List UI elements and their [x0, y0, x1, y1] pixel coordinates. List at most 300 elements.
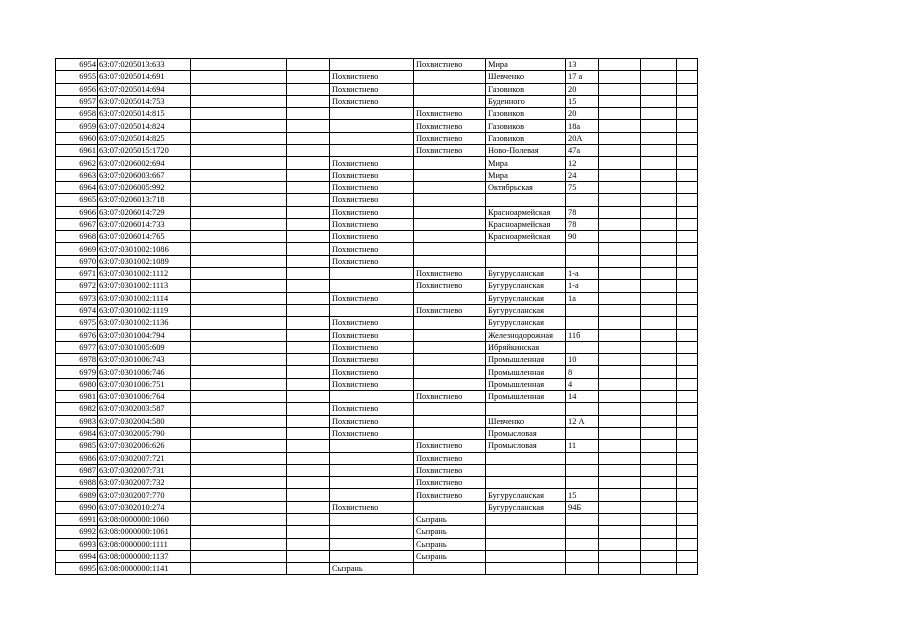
street-cell — [486, 464, 566, 476]
row-number-cell: 6957 — [56, 95, 98, 107]
table-row — [56, 366, 698, 378]
col-empty-1-cell — [191, 526, 287, 538]
city-cell-b-cell: Похвистнево — [414, 464, 486, 476]
table-row — [56, 440, 698, 452]
cadastral-number-cell: 63:07:0206002:694 — [98, 157, 191, 169]
city-cell-b-cell — [414, 415, 486, 427]
cadastral-number-cell: 63:07:0302005:790 — [98, 427, 191, 439]
col-empty-5-cell — [677, 329, 698, 341]
col-empty-1-cell — [191, 120, 287, 132]
col-empty-4-cell — [641, 513, 677, 525]
cadastral-number-cell: 63:07:0302010:274 — [98, 501, 191, 513]
col-empty-4-cell — [641, 181, 677, 193]
city-cell-b-cell — [414, 378, 486, 390]
city-cell-a-cell: Похвистнево — [330, 317, 414, 329]
city-cell-b-cell: Похвистнево — [414, 489, 486, 501]
cadastral-number-cell: 63:07:0205013:633 — [98, 59, 191, 71]
row-number-cell: 6981 — [56, 391, 98, 403]
house-number-cell: 11 — [566, 440, 599, 452]
house-number-cell — [566, 341, 599, 353]
col-empty-5-cell — [677, 513, 698, 525]
street-cell: Красноармейская — [486, 231, 566, 243]
street-cell: Буденного — [486, 95, 566, 107]
col-empty-2-cell — [287, 169, 330, 181]
cadastral-number-cell: 63:07:0301002:1089 — [98, 255, 191, 267]
city-cell-a-cell: Похвистнево — [330, 415, 414, 427]
cadastral-number-cell: 63:07:0302004:580 — [98, 415, 191, 427]
city-cell-b-cell — [414, 83, 486, 95]
col-empty-5-cell — [677, 452, 698, 464]
col-empty-4-cell — [641, 268, 677, 280]
col-empty-5-cell — [677, 341, 698, 353]
row-number-cell: 6963 — [56, 169, 98, 181]
col-empty-2-cell — [287, 304, 330, 316]
row-number-cell: 6970 — [56, 255, 98, 267]
house-number-cell: 10 — [566, 354, 599, 366]
col-empty-4-cell — [641, 464, 677, 476]
city-cell-b-cell: Похвистнево — [414, 440, 486, 452]
house-number-cell: 78 — [566, 218, 599, 230]
col-empty-1-cell — [191, 181, 287, 193]
col-empty-5-cell — [677, 391, 698, 403]
table-row — [56, 83, 698, 95]
table-row — [56, 489, 698, 501]
col-empty-3-cell — [599, 329, 641, 341]
table-row — [56, 378, 698, 390]
col-empty-3-cell — [599, 255, 641, 267]
col-empty-1-cell — [191, 83, 287, 95]
col-empty-4-cell — [641, 194, 677, 206]
col-empty-2-cell — [287, 489, 330, 501]
house-number-cell — [566, 427, 599, 439]
street-cell: Ибряйкинская — [486, 341, 566, 353]
col-empty-5-cell — [677, 206, 698, 218]
city-cell-b-cell: Похвистнево — [414, 59, 486, 71]
table-row — [56, 145, 698, 157]
table-row — [56, 354, 698, 366]
col-empty-3-cell — [599, 526, 641, 538]
row-number-cell: 6995 — [56, 563, 98, 575]
col-empty-2-cell — [287, 181, 330, 193]
city-cell-a-cell: Похвистнево — [330, 366, 414, 378]
city-cell-b-cell: Сызрань — [414, 513, 486, 525]
cadastral-number-cell: 63:07:0206014:733 — [98, 218, 191, 230]
col-empty-2-cell — [287, 477, 330, 489]
col-empty-4-cell — [641, 550, 677, 562]
cadastral-number-cell: 63:07:0301002:1086 — [98, 243, 191, 255]
col-empty-4-cell — [641, 206, 677, 218]
col-empty-3-cell — [599, 231, 641, 243]
row-number-cell: 6955 — [56, 71, 98, 83]
col-empty-3-cell — [599, 477, 641, 489]
col-empty-4-cell — [641, 563, 677, 575]
col-empty-1-cell — [191, 464, 287, 476]
col-empty-4-cell — [641, 231, 677, 243]
col-empty-3-cell — [599, 563, 641, 575]
cadastral-number-cell: 63:08:0000000:1060 — [98, 513, 191, 525]
cadastral-number-cell: 63:07:0205014:825 — [98, 132, 191, 144]
row-number-cell: 6991 — [56, 513, 98, 525]
col-empty-1-cell — [191, 71, 287, 83]
row-number-cell: 6986 — [56, 452, 98, 464]
col-empty-4-cell — [641, 218, 677, 230]
city-cell-b-cell — [414, 231, 486, 243]
city-cell-b-cell: Похвистнево — [414, 304, 486, 316]
col-empty-5-cell — [677, 489, 698, 501]
col-empty-2-cell — [287, 538, 330, 550]
city-cell-a-cell: Похвистнево — [330, 292, 414, 304]
col-empty-2-cell — [287, 243, 330, 255]
col-empty-5-cell — [677, 218, 698, 230]
house-number-cell: 20 — [566, 108, 599, 120]
street-cell: Бугурусланская — [486, 317, 566, 329]
house-number-cell — [566, 538, 599, 550]
col-empty-1-cell — [191, 317, 287, 329]
col-empty-3-cell — [599, 341, 641, 353]
col-empty-2-cell — [287, 206, 330, 218]
col-empty-4-cell — [641, 157, 677, 169]
table-row — [56, 231, 698, 243]
col-empty-1-cell — [191, 341, 287, 353]
row-number-cell: 6974 — [56, 304, 98, 316]
col-empty-5-cell — [677, 464, 698, 476]
city-cell-b-cell: Похвистнево — [414, 108, 486, 120]
cadastral-number-cell: 63:07:0301002:1136 — [98, 317, 191, 329]
city-cell-a-cell: Похвистнево — [330, 181, 414, 193]
row-number-cell: 6966 — [56, 206, 98, 218]
city-cell-a-cell — [330, 268, 414, 280]
table-row — [56, 317, 698, 329]
col-empty-5-cell — [677, 378, 698, 390]
house-number-cell: 12 А — [566, 415, 599, 427]
col-empty-1-cell — [191, 169, 287, 181]
cadastral-number-cell: 63:07:0205015:1720 — [98, 145, 191, 157]
table-row — [56, 304, 698, 316]
city-cell-b-cell: Похвистнево — [414, 132, 486, 144]
row-number-cell: 6982 — [56, 403, 98, 415]
col-empty-3-cell — [599, 452, 641, 464]
house-number-cell: 12 — [566, 157, 599, 169]
house-number-cell: 14 — [566, 391, 599, 403]
col-empty-3-cell — [599, 71, 641, 83]
row-number-cell: 6988 — [56, 477, 98, 489]
cadastral-number-cell: 63:07:0302007:770 — [98, 489, 191, 501]
city-cell-b-cell — [414, 317, 486, 329]
street-cell: Шевченко — [486, 415, 566, 427]
cadastral-number-cell: 63:07:0205014:753 — [98, 95, 191, 107]
city-cell-b-cell — [414, 255, 486, 267]
city-cell-a-cell — [330, 452, 414, 464]
row-number-cell: 6989 — [56, 489, 98, 501]
cadastral-number-cell: 63:07:0301006:764 — [98, 391, 191, 403]
col-empty-2-cell — [287, 354, 330, 366]
table-row — [56, 538, 698, 550]
col-empty-2-cell — [287, 255, 330, 267]
city-cell-a-cell: Похвистнево — [330, 255, 414, 267]
table-row — [56, 108, 698, 120]
col-empty-3-cell — [599, 108, 641, 120]
col-empty-2-cell — [287, 563, 330, 575]
col-empty-2-cell — [287, 145, 330, 157]
house-number-cell: 17 а — [566, 71, 599, 83]
col-empty-1-cell — [191, 452, 287, 464]
street-cell: Газовиков — [486, 132, 566, 144]
col-empty-1-cell — [191, 157, 287, 169]
col-empty-1-cell — [191, 95, 287, 107]
col-empty-5-cell — [677, 440, 698, 452]
col-empty-5-cell — [677, 169, 698, 181]
col-empty-5-cell — [677, 108, 698, 120]
city-cell-a-cell — [330, 108, 414, 120]
city-cell-a-cell — [330, 120, 414, 132]
cadastral-number-cell: 63:07:0302007:731 — [98, 464, 191, 476]
street-cell — [486, 538, 566, 550]
cadastral-number-cell: 63:07:0301006:743 — [98, 354, 191, 366]
col-empty-1-cell — [191, 550, 287, 562]
col-empty-5-cell — [677, 132, 698, 144]
col-empty-1-cell — [191, 59, 287, 71]
row-number-cell: 6958 — [56, 108, 98, 120]
col-empty-2-cell — [287, 550, 330, 562]
street-cell: Железнодорожная — [486, 329, 566, 341]
house-number-cell: 15 — [566, 489, 599, 501]
table-body — [56, 59, 698, 575]
cadastral-number-cell: 63:07:0301002:1114 — [98, 292, 191, 304]
table-row — [56, 292, 698, 304]
street-cell: Красноармейская — [486, 218, 566, 230]
city-cell-a-cell — [330, 440, 414, 452]
col-empty-3-cell — [599, 268, 641, 280]
col-empty-1-cell — [191, 108, 287, 120]
street-cell — [486, 194, 566, 206]
table-row — [56, 255, 698, 267]
col-empty-4-cell — [641, 169, 677, 181]
city-cell-b-cell — [414, 366, 486, 378]
cadastral-number-cell: 63:07:0301002:1112 — [98, 268, 191, 280]
city-cell-a-cell — [330, 489, 414, 501]
col-empty-3-cell — [599, 120, 641, 132]
col-empty-5-cell — [677, 181, 698, 193]
cadastral-number-cell: 63:07:0302006:626 — [98, 440, 191, 452]
col-empty-2-cell — [287, 292, 330, 304]
col-empty-2-cell — [287, 464, 330, 476]
col-empty-2-cell — [287, 218, 330, 230]
city-cell-a-cell — [330, 391, 414, 403]
col-empty-5-cell — [677, 231, 698, 243]
cadastral-number-cell: 63:07:0205014:691 — [98, 71, 191, 83]
col-empty-4-cell — [641, 59, 677, 71]
col-empty-2-cell — [287, 120, 330, 132]
row-number-cell: 6954 — [56, 59, 98, 71]
cadastral-number-cell: 63:07:0301006:751 — [98, 378, 191, 390]
col-empty-2-cell — [287, 268, 330, 280]
city-cell-b-cell — [414, 181, 486, 193]
col-empty-3-cell — [599, 391, 641, 403]
street-cell: Промышленная — [486, 354, 566, 366]
col-empty-2-cell — [287, 341, 330, 353]
cadastral-number-cell: 63:07:0206003:667 — [98, 169, 191, 181]
col-empty-3-cell — [599, 218, 641, 230]
city-cell-a-cell — [330, 132, 414, 144]
col-empty-1-cell — [191, 218, 287, 230]
row-number-cell: 6976 — [56, 329, 98, 341]
col-empty-1-cell — [191, 255, 287, 267]
col-empty-2-cell — [287, 378, 330, 390]
col-empty-3-cell — [599, 95, 641, 107]
col-empty-1-cell — [191, 292, 287, 304]
street-cell: Шевченко — [486, 71, 566, 83]
col-empty-1-cell — [191, 391, 287, 403]
city-cell-b-cell — [414, 169, 486, 181]
house-number-cell: 47а — [566, 145, 599, 157]
city-cell-b-cell: Похвистнево — [414, 452, 486, 464]
street-cell: Промышленная — [486, 366, 566, 378]
house-number-cell — [566, 452, 599, 464]
col-empty-2-cell — [287, 415, 330, 427]
cadastral-number-cell: 63:07:0205014:815 — [98, 108, 191, 120]
house-number-cell: 1-а — [566, 280, 599, 292]
col-empty-2-cell — [287, 132, 330, 144]
col-empty-3-cell — [599, 440, 641, 452]
row-number-cell: 6956 — [56, 83, 98, 95]
col-empty-3-cell — [599, 427, 641, 439]
col-empty-5-cell — [677, 145, 698, 157]
table-row — [56, 280, 698, 292]
col-empty-2-cell — [287, 71, 330, 83]
house-number-cell — [566, 317, 599, 329]
street-cell: Бугурусланская — [486, 280, 566, 292]
city-cell-b-cell — [414, 354, 486, 366]
col-empty-2-cell — [287, 95, 330, 107]
col-empty-5-cell — [677, 317, 698, 329]
city-cell-b-cell — [414, 292, 486, 304]
cadastral-number-cell: 63:08:0000000:1111 — [98, 538, 191, 550]
table-row — [56, 181, 698, 193]
street-cell: Мира — [486, 169, 566, 181]
cadastral-number-cell: 63:07:0205014:824 — [98, 120, 191, 132]
col-empty-3-cell — [599, 157, 641, 169]
col-empty-4-cell — [641, 366, 677, 378]
city-cell-a-cell: Похвистнево — [330, 206, 414, 218]
city-cell-b-cell: Похвистнево — [414, 477, 486, 489]
col-empty-5-cell — [677, 415, 698, 427]
table-row — [56, 71, 698, 83]
house-number-cell — [566, 243, 599, 255]
col-empty-5-cell — [677, 71, 698, 83]
house-number-cell — [566, 304, 599, 316]
street-cell: Газовиков — [486, 83, 566, 95]
col-empty-2-cell — [287, 108, 330, 120]
street-cell: Бугурусланская — [486, 304, 566, 316]
city-cell-a-cell — [330, 538, 414, 550]
col-empty-3-cell — [599, 501, 641, 513]
city-cell-b-cell — [414, 194, 486, 206]
city-cell-a-cell — [330, 304, 414, 316]
house-number-cell: 1-а — [566, 268, 599, 280]
house-number-cell: 78 — [566, 206, 599, 218]
cadastral-number-cell: 63:07:0301006:746 — [98, 366, 191, 378]
cadastral-number-cell: 63:07:0206013:718 — [98, 194, 191, 206]
col-empty-5-cell — [677, 243, 698, 255]
col-empty-4-cell — [641, 329, 677, 341]
col-empty-3-cell — [599, 538, 641, 550]
city-cell-b-cell — [414, 206, 486, 218]
city-cell-b-cell — [414, 329, 486, 341]
street-cell — [486, 550, 566, 562]
row-number-cell: 6987 — [56, 464, 98, 476]
col-empty-2-cell — [287, 501, 330, 513]
table-row — [56, 329, 698, 341]
house-number-cell: 18а — [566, 120, 599, 132]
row-number-cell: 6979 — [56, 366, 98, 378]
house-number-cell — [566, 255, 599, 267]
col-empty-2-cell — [287, 157, 330, 169]
col-empty-1-cell — [191, 366, 287, 378]
table-row — [56, 120, 698, 132]
row-number-cell: 6967 — [56, 218, 98, 230]
city-cell-b-cell — [414, 501, 486, 513]
house-number-cell: 75 — [566, 181, 599, 193]
col-empty-1-cell — [191, 513, 287, 525]
col-empty-3-cell — [599, 292, 641, 304]
house-number-cell — [566, 477, 599, 489]
city-cell-a-cell: Похвистнево — [330, 231, 414, 243]
city-cell-a-cell — [330, 477, 414, 489]
col-empty-2-cell — [287, 452, 330, 464]
city-cell-a-cell: Похвистнево — [330, 354, 414, 366]
col-empty-2-cell — [287, 317, 330, 329]
table-row — [56, 477, 698, 489]
col-empty-1-cell — [191, 501, 287, 513]
col-empty-2-cell — [287, 366, 330, 378]
table-row — [56, 403, 698, 415]
street-cell: Промысловая — [486, 427, 566, 439]
col-empty-5-cell — [677, 120, 698, 132]
col-empty-1-cell — [191, 268, 287, 280]
col-empty-3-cell — [599, 169, 641, 181]
city-cell-b-cell — [414, 243, 486, 255]
city-cell-b-cell: Сызрань — [414, 538, 486, 550]
city-cell-a-cell: Похвистнево — [330, 169, 414, 181]
col-empty-4-cell — [641, 71, 677, 83]
table-row — [56, 526, 698, 538]
city-cell-b-cell: Похвистнево — [414, 145, 486, 157]
table-row — [56, 95, 698, 107]
city-cell-a-cell: Похвистнево — [330, 427, 414, 439]
col-empty-5-cell — [677, 268, 698, 280]
col-empty-3-cell — [599, 489, 641, 501]
col-empty-2-cell — [287, 403, 330, 415]
table-row — [56, 268, 698, 280]
col-empty-5-cell — [677, 255, 698, 267]
col-empty-4-cell — [641, 501, 677, 513]
city-cell-b-cell — [414, 218, 486, 230]
city-cell-a-cell — [330, 550, 414, 562]
city-cell-b-cell: Похвистнево — [414, 280, 486, 292]
street-cell: Бугурусланская — [486, 268, 566, 280]
col-empty-4-cell — [641, 489, 677, 501]
street-cell: Газовиков — [486, 120, 566, 132]
col-empty-5-cell — [677, 95, 698, 107]
table-row — [56, 452, 698, 464]
city-cell-b-cell — [414, 71, 486, 83]
col-empty-3-cell — [599, 181, 641, 193]
col-empty-1-cell — [191, 563, 287, 575]
city-cell-a-cell — [330, 526, 414, 538]
col-empty-5-cell — [677, 304, 698, 316]
col-empty-4-cell — [641, 415, 677, 427]
col-empty-3-cell — [599, 366, 641, 378]
